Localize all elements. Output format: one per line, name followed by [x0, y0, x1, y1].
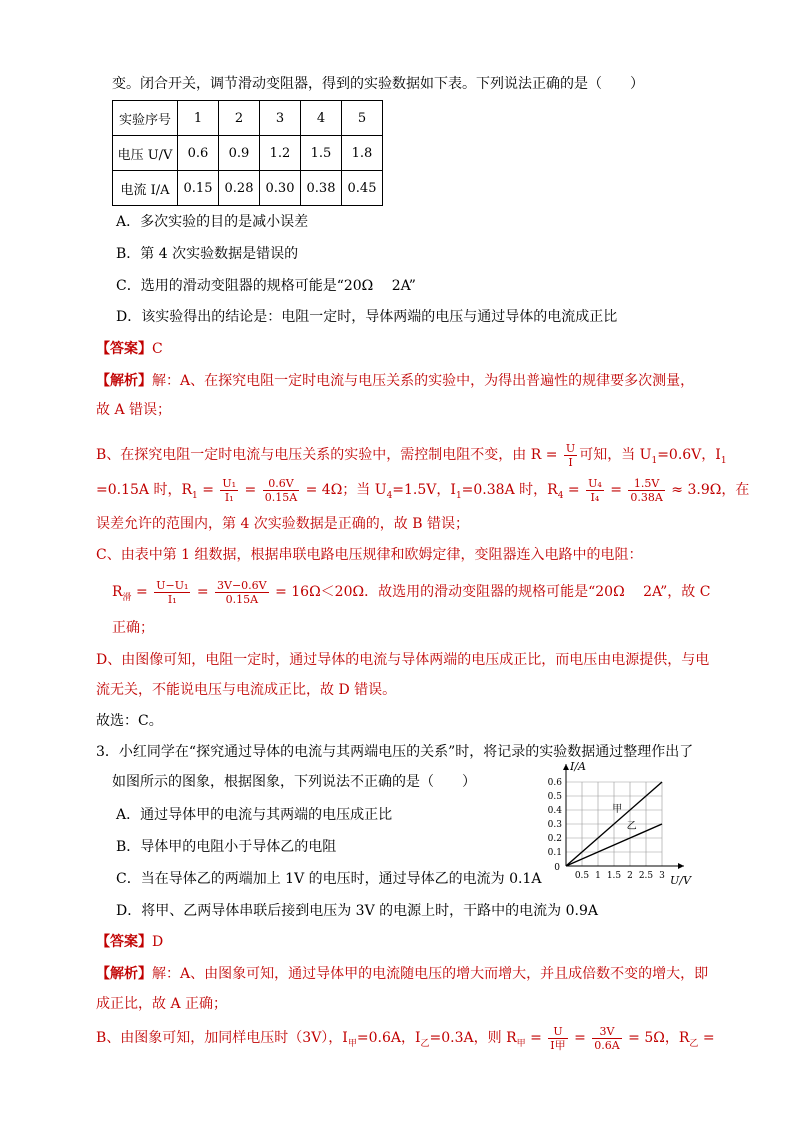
- q3-answer: [96, 932, 163, 952]
- q3-stem-1: 3．小红同学在“探究通过导体的电流与其两端电压的关系”时，将记录的实验数据通过整理作出了: [96, 744, 694, 760]
- table-row: [113, 171, 383, 206]
- y-axis-label: I/A: [570, 760, 586, 773]
- fraction: [592, 1025, 621, 1052]
- table-cell: 电流 I/A: [113, 171, 178, 206]
- fraction: [220, 477, 238, 504]
- subscript: 乙: [689, 1038, 699, 1049]
- q3-option-c: C．当在导体乙的两端加上 1V 的电压时，通过导体乙的电流为 0.1A: [116, 871, 542, 887]
- analysis-label: 【解析】: [96, 373, 152, 389]
- fraction: [548, 1025, 567, 1052]
- q3-stem-2: 如图所示的图象，根据图象，下列说法不正确的是（ ）: [112, 774, 476, 790]
- answer-label: 【答案】: [96, 341, 152, 357]
- analysis-text: =: [202, 482, 214, 498]
- analysis-text: =: [196, 584, 209, 600]
- analysis-text: B、由图象可知，加同样电压时（3V），I: [96, 1030, 348, 1046]
- analysis-text: ≈ 3.9Ω，在: [671, 482, 750, 498]
- table-cell: 0.15: [178, 171, 219, 206]
- table-cell: 3: [260, 101, 301, 136]
- x-tick-label: 1: [595, 871, 601, 881]
- q2-analysis-line-5: 误差允许的范围内，第 4 次实验数据是正确的，故 B 错误；: [96, 516, 469, 532]
- fraction-denominator: 0.15A: [264, 490, 298, 504]
- table-cell: 实验序号: [113, 101, 178, 136]
- fraction: [215, 579, 269, 606]
- analysis-text: B、在探究电阻一定时电流与电压关系的实验中，需控制电阻不变，由 R =: [96, 447, 558, 463]
- analysis-text: =: [574, 1030, 586, 1046]
- subscript: 乙: [420, 1038, 430, 1049]
- fraction-numerator: 0.6V: [263, 477, 299, 491]
- y-tick-label: 0.6: [547, 778, 562, 788]
- series-label-jia: 甲: [612, 804, 623, 815]
- q2-analysis-line-4: =0.15A 时，$R_1$ = $\frac{\text{U₁}}{\text{I₁}}$ = $\frac{0.6V}{0.15A}$ = 4Ω；当 $U_4=1.5V$，$I_1=0.38A$ 时，$R_4$ = $\frac{\text{U₄}}{\text{I₄}}$ = $\frac{1.5V}{0.38A}$ ≈ 3.9Ω，在: [96, 476, 750, 504]
- q2-option-d: D．该实验得出的结论是：电阻一定时，导体两端的电压与通过导体的电流成正比: [116, 309, 618, 325]
- q2-analysis-line-7: [112, 574, 710, 616]
- analysis-text: = 16Ω＜20Ω．故选用的滑动变阻器的规格可能是“20Ω 2A”，故 C: [275, 584, 711, 600]
- fraction-denominator: I₁: [224, 490, 234, 504]
- table-cell: 1.8: [342, 136, 383, 171]
- q3-analysis-line-2: 成正比，故 A 正确；: [96, 996, 228, 1012]
- table-cell: 电压 U/V: [113, 136, 178, 171]
- subscript: 滑: [122, 592, 132, 603]
- fraction-numerator: U₁: [222, 476, 237, 490]
- answer-value: C: [152, 341, 163, 357]
- y-tick-label: 0.2: [547, 834, 562, 844]
- analysis-text: =: [567, 482, 580, 498]
- q3-analysis-line-1: [96, 964, 708, 984]
- analysis-text: =0.6V，I: [657, 447, 721, 463]
- q3-option-d: D．将甲、乙两导体串联后接到电压为 3V 的电源上时，干路中的电流为 0.9A: [116, 903, 598, 919]
- x-tick-label: 2: [627, 871, 633, 881]
- q2-analysis-line-3: B、在探究电阻一定时电流与电压关系的实验中，需控制电阻不变，由 R = $\frac{U}{I}$ 可知，当 $U_1=0.6V$，$I_1$: [96, 441, 727, 469]
- fraction-numerator: 3V−0.6V: [217, 578, 267, 592]
- q2-option-c: C．选用的滑动变阻器的规格可能是“20Ω 2A”: [116, 278, 416, 294]
- analysis-label: 【解析】: [96, 966, 152, 982]
- answer-label: 【答案】: [96, 934, 152, 950]
- table-cell: 0.45: [342, 171, 383, 206]
- y-tick-label: 0.1: [547, 848, 562, 858]
- fraction-denominator: 0.38A: [630, 490, 663, 504]
- x-axis-arrow: [678, 863, 684, 869]
- analysis-text: =0.6A，I: [356, 1030, 421, 1046]
- y-axis-arrow: [563, 764, 569, 770]
- fraction: [263, 477, 299, 504]
- analysis-text: =: [136, 584, 148, 600]
- q2-conclusion: 故选：C。: [96, 713, 163, 729]
- q2-analysis-line-2: 故 A 错误；: [96, 402, 172, 418]
- fraction-numerator: 1.5V: [628, 477, 664, 491]
- fraction-denominator: I₁: [167, 592, 177, 606]
- table-cell: 1.5: [301, 136, 342, 171]
- analysis-text: R: [112, 584, 123, 600]
- x-axis-label: U/V: [670, 874, 691, 886]
- analysis-text: =0.15A 时，R: [96, 482, 193, 498]
- q3-analysis-line-3: [96, 1020, 715, 1062]
- fraction-numerator: U: [565, 441, 576, 455]
- table-cell: 0.30: [260, 171, 301, 206]
- fraction-denominator: I: [568, 455, 573, 469]
- q2-analysis-line-10: 流无关，不能说电压与电流成正比，故 D 错误。: [96, 682, 397, 698]
- fraction-numerator: U: [548, 1025, 567, 1039]
- table-cell: 0.38: [301, 171, 342, 206]
- y-tick-label: 0.3: [547, 820, 562, 830]
- analysis-text: =1.5V，I: [392, 482, 456, 498]
- fraction-numerator: U₄: [588, 476, 602, 490]
- series-label-yi: 乙: [626, 820, 637, 832]
- fraction-numerator: U−U₁: [156, 578, 189, 592]
- x-tick-label: 3: [659, 871, 665, 881]
- fraction: [586, 477, 604, 504]
- q3-option-a: A．通过导体甲的电流与其两端的电压成正比: [116, 807, 393, 823]
- q3-option-b: B．导体甲的电阻小于导体乙的电阻: [116, 839, 337, 855]
- table-cell: 1.2: [260, 136, 301, 171]
- table-cell: 0.6: [178, 136, 219, 171]
- fraction-numerator: 3V: [592, 1025, 621, 1039]
- fraction: [628, 477, 664, 504]
- analysis-text: = 4Ω；当 U: [305, 482, 387, 498]
- y-tick-label: 0.5: [547, 792, 562, 802]
- q2-option-b: B．第 4 次实验数据是错误的: [116, 246, 299, 262]
- analysis-text: 解：A、在探究电阻一定时电流与电压关系的实验中，为得出普遍性的规律要多次测量，: [152, 373, 695, 389]
- q2-analysis-line-8: 正确；: [112, 620, 154, 636]
- table-cell: 4: [301, 101, 342, 136]
- data-table: [112, 100, 383, 206]
- table-cell: 0.28: [219, 171, 260, 206]
- analysis-text: 解：A、由图象可知，通过导体甲的电流随电压的增大而增大，并且成倍数不变的增大，即: [152, 966, 709, 982]
- fraction-denominator: 0.15A: [225, 592, 259, 606]
- table-cell: 2: [219, 101, 260, 136]
- q2-analysis-line-9: D、由图像可知，电阻一定时，通过导体的电流与导体两端的电压成正比，而电压由电源提供，与电: [96, 652, 710, 668]
- analysis-text: =: [610, 482, 622, 498]
- table-row: [113, 136, 383, 171]
- y-tick-label: 0.4: [547, 806, 562, 816]
- x-tick-label: 2.5: [638, 871, 654, 881]
- current-voltage-chart: [538, 758, 698, 886]
- table-cell: 5: [342, 101, 383, 136]
- fraction-denominator: I甲: [550, 1038, 566, 1052]
- x-tick-label: 0.5: [574, 871, 590, 881]
- fraction-denominator: 0.6A: [594, 1038, 620, 1052]
- analysis-text: =: [244, 482, 257, 498]
- q2-analysis-line-1: [96, 371, 694, 391]
- analysis-text: =0.38A 时，R: [461, 482, 558, 498]
- analysis-text: 可知，当 U: [579, 447, 652, 463]
- q2-analysis-line-6: C、由表中第 1 组数据，根据串联电路电压规律和欧姆定律，变阻器连入电路中的电阻：: [96, 547, 643, 563]
- table-row: [113, 101, 383, 136]
- table-cell: 0.9: [219, 136, 260, 171]
- subscript: 甲: [516, 1038, 526, 1049]
- fraction: [154, 579, 190, 606]
- analysis-text: =: [702, 1030, 715, 1046]
- subscript: 甲: [347, 1038, 357, 1049]
- q2-option-a: A．多次实验的目的是减小误差: [116, 214, 309, 230]
- origin-label: 0: [554, 863, 560, 873]
- table-cell: 1: [178, 101, 219, 136]
- answer-value: D: [152, 934, 164, 950]
- analysis-text: = 5Ω，R: [628, 1030, 690, 1046]
- q2-answer: [96, 339, 163, 359]
- fraction-denominator: I₄: [590, 490, 600, 504]
- fraction: [564, 442, 577, 469]
- x-tick-label: 1.5: [606, 871, 622, 881]
- q2-intro: 变。闭合开关，调节滑动变阻器，得到的实验数据如下表。下列说法正确的是（ ）: [112, 76, 644, 92]
- analysis-text: =: [530, 1030, 542, 1046]
- analysis-text: =0.3A，则 R: [429, 1030, 517, 1046]
